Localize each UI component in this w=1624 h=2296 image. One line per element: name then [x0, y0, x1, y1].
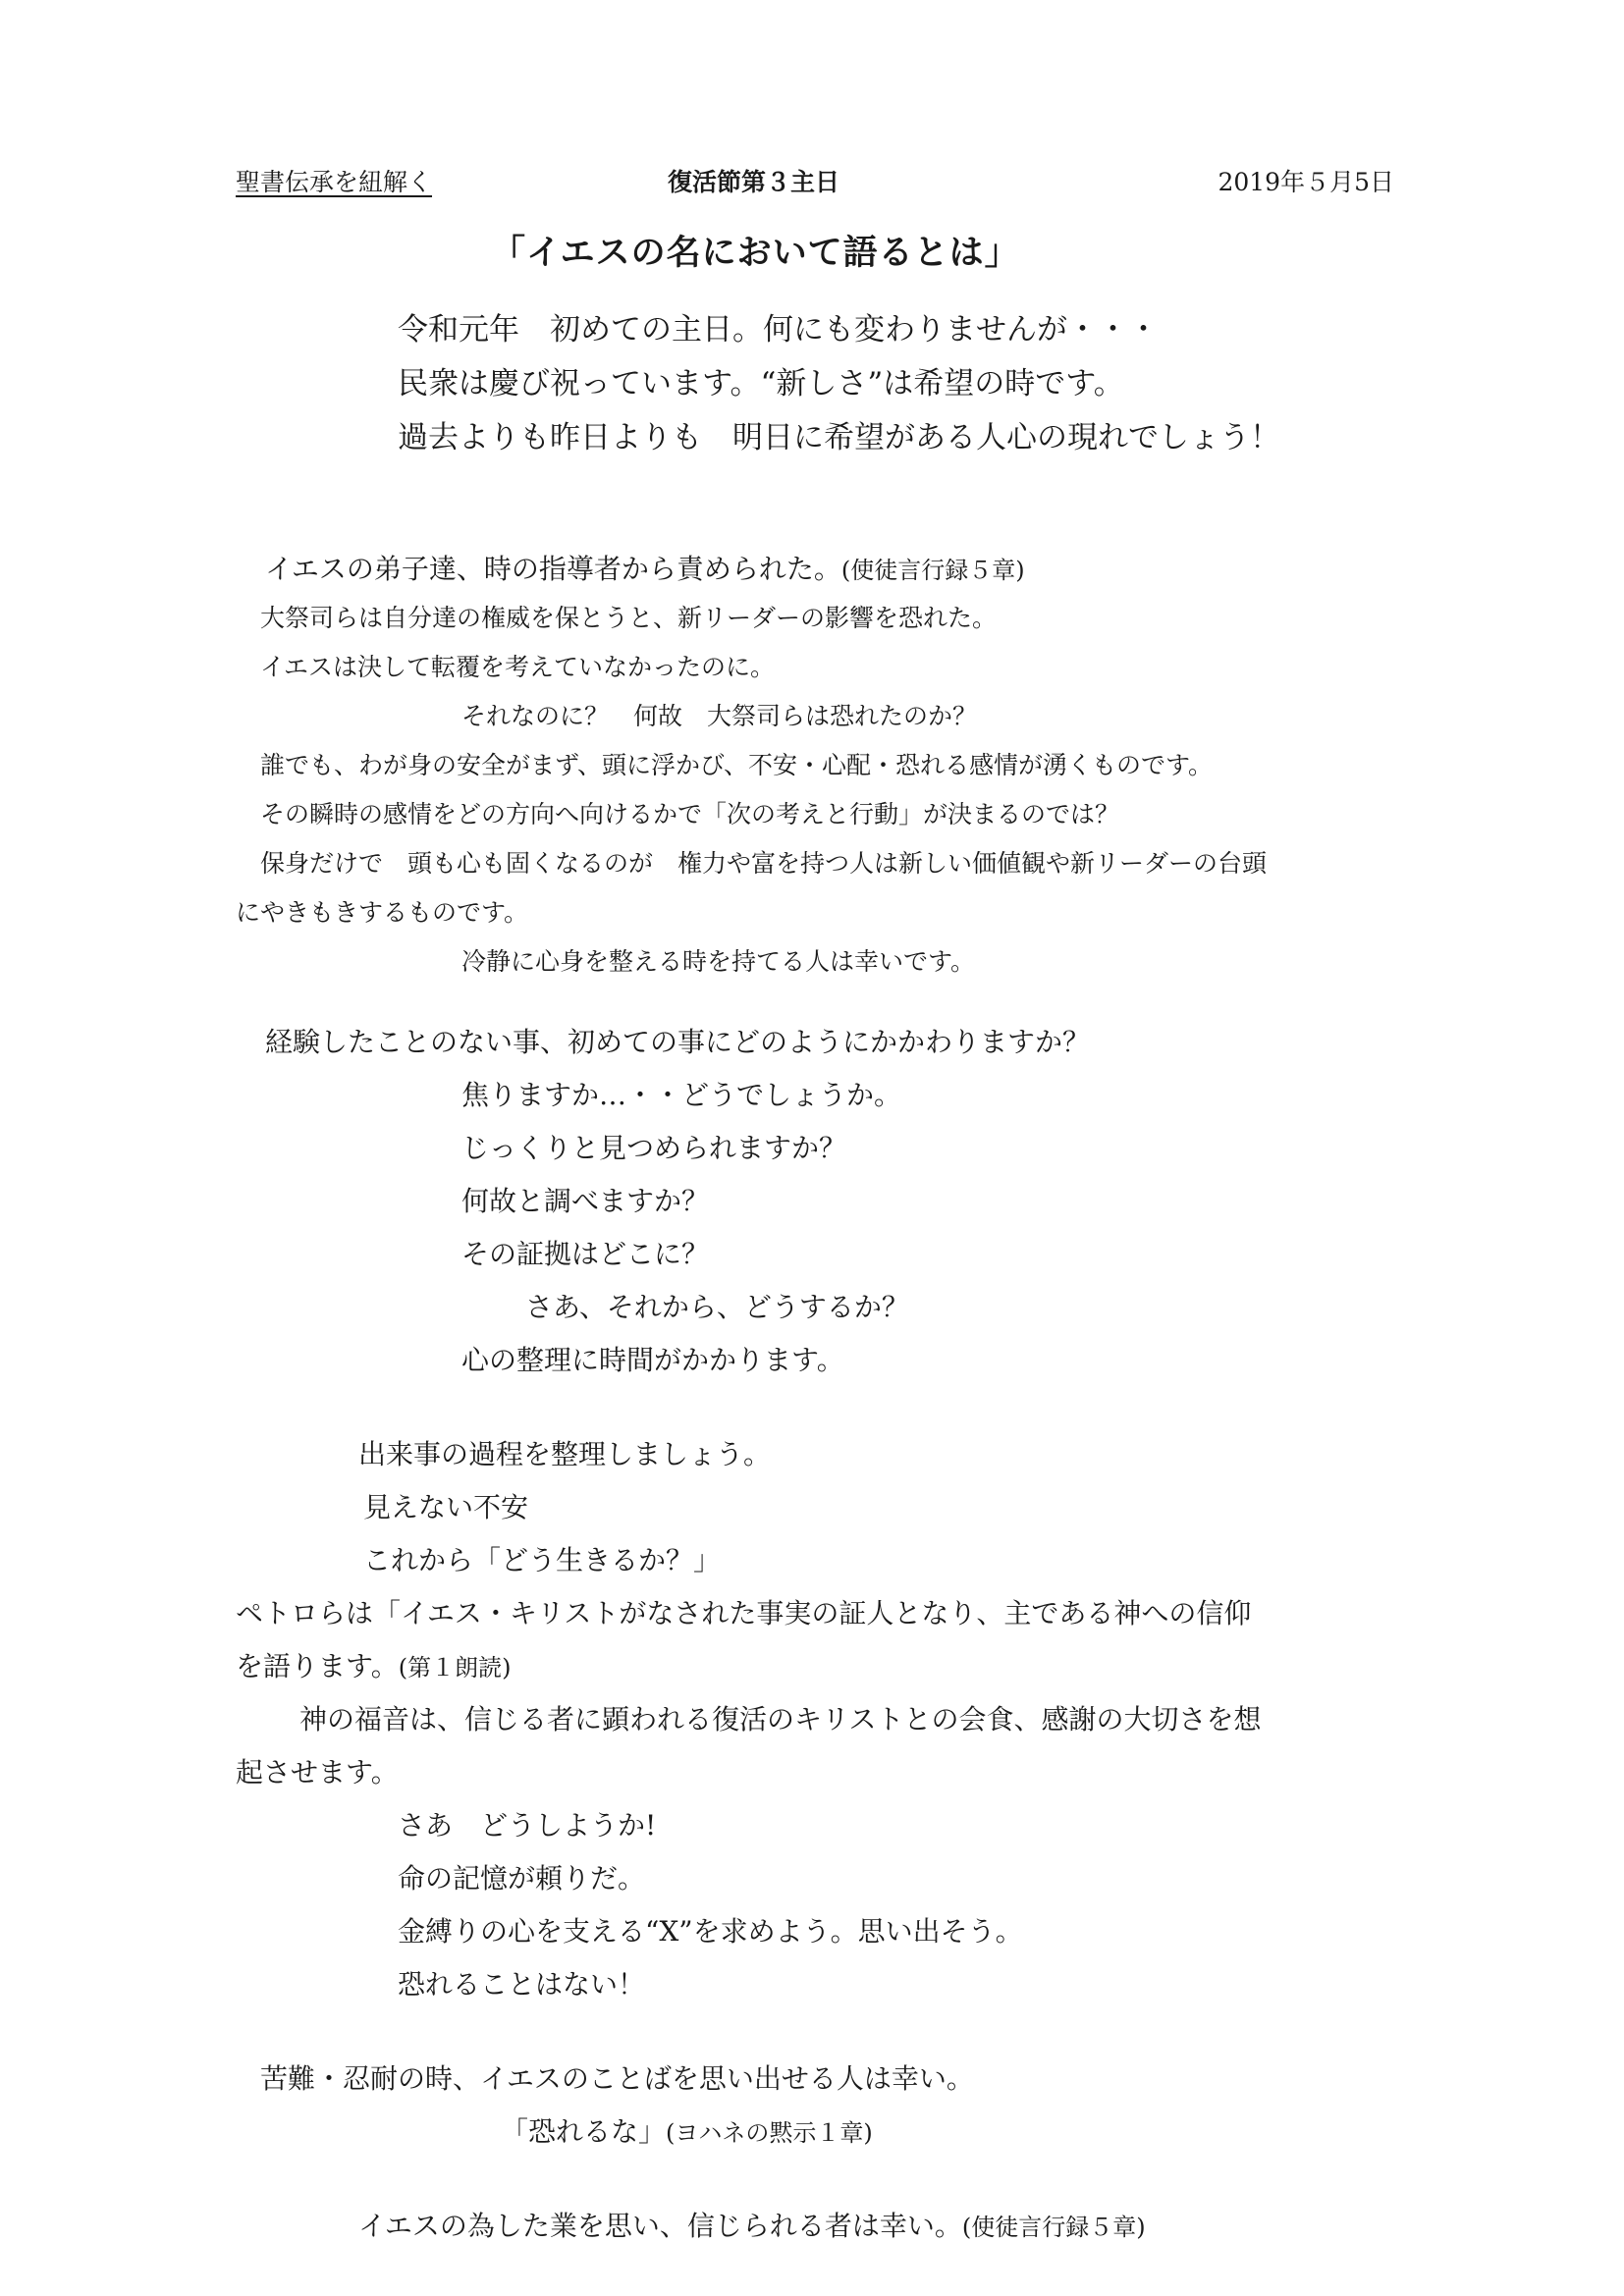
- section3-line-3: これから「どう生きるか？」: [363, 1544, 722, 1576]
- intro-line-3: 過去よりも昨日よりも 明日に希望がある人心の現れでしょう！: [398, 420, 1280, 455]
- page-header: [236, 163, 1394, 202]
- sermon-title: 「イエスの名において語るとは」: [491, 234, 1020, 273]
- section2-line-2: 焦りますか…・・どうでしょうか。: [461, 1079, 902, 1111]
- section3-line-8: さあ どうしようか!: [398, 1809, 657, 1842]
- section3-line-11: 恐れることはない！: [398, 1968, 646, 2001]
- section1-line-7: にやきもきするものです。: [236, 898, 529, 927]
- section3-line-1: 出来事の過程を整理しましょう。: [358, 1438, 772, 1470]
- intro-line-2: 民衆は慶び祝っています。“新しさ”は希望の時です。: [398, 366, 1124, 401]
- section1-line-8: 冷静に心身を整える時を持てる人は幸いです。: [461, 947, 976, 976]
- section1-lead-text: イエスの弟子達、時の指導者から責められた。: [265, 553, 841, 585]
- section2-line-1: 経験したことのない事、初めての事にどのようにかかわりますか？: [265, 1026, 1091, 1058]
- section3-line-4: ペトロらは「イエス・キリストがなされた事実の証人となり、主である神への信仰: [236, 1597, 1252, 1629]
- occasion-title: 復活節第３主日: [668, 168, 840, 196]
- section3-line-9: 命の記憶が頼りだ。: [398, 1862, 646, 1895]
- section4-line-3-text: イエスの為した業を思い、信じられる者は幸い。: [358, 2210, 962, 2242]
- section3-line-5: [236, 1645, 512, 1684]
- section4-quote: [501, 2110, 873, 2150]
- section3-line-6: 神の福音は、信じる者に顕われる復活のキリストとの会食、感謝の大切さを想: [299, 1703, 1262, 1735]
- section4-quote-text: 「恐れるな」: [501, 2115, 667, 2148]
- section1-line-1: 大祭司らは自分達の権威を保とうと、新リーダーの影響を恐れた。: [260, 604, 998, 632]
- section1-lead: [265, 548, 1025, 587]
- section1-line-2: イエスは決して転覆を考えていなかったのに。: [260, 653, 776, 681]
- section2-line-6: さあ、それから、どうするか？: [525, 1291, 909, 1323]
- section4-line-3-ref: (使徒言行録５章): [961, 2214, 1146, 2241]
- date-label: 2019年５月5日: [1218, 168, 1394, 196]
- section3-line-2: 見えない不安: [363, 1491, 529, 1523]
- section2-line-4: 何故と調べますか？: [461, 1185, 710, 1217]
- first-reading-ref: (第１朗読): [398, 1654, 512, 1682]
- section1-line-5: その瞬時の感情をどの方向へ向けるかで「次の考えと行動」が決まるのでは？: [260, 800, 1120, 828]
- series-title: 聖書伝承を紐解く: [236, 168, 433, 196]
- section4-quote-ref: (ヨハネの黙示１章): [666, 2119, 873, 2147]
- section2-line-5: その証拠はどこに？: [461, 1238, 710, 1270]
- section1-line-3: それなのに？ 何故 大祭司らは恐れたのか？: [461, 702, 978, 730]
- section1-line-4: 誰でも、わが身の安全がまず、頭に浮かび、不安・心配・恐れる感情が湧くものです。: [260, 751, 1214, 779]
- section1-line-6: 保身だけで 頭も心も固くなるのが 権力や富を持つ人は新しい価値観や新リーダーの台頭: [260, 849, 1268, 878]
- section3-line-10: 金縛りの心を支える“X”を求めよう。思い出そう。: [398, 1915, 1023, 1948]
- section1-lead-ref: (使徒言行録５章): [840, 557, 1025, 584]
- section3-line-7: 起させます。: [236, 1756, 399, 1789]
- section4-line-1: 苦難・忍耐の時、イエスのことばを思い出せる人は幸い。: [260, 2062, 974, 2095]
- section3-line-5-text: を語ります。: [236, 1650, 399, 1682]
- section2-line-3: じっくりと見つめられますか？: [461, 1132, 847, 1164]
- section2-line-7: 心の整理に時間がかかります。: [461, 1344, 844, 1376]
- intro-line-1: 令和元年 初めての主日。何にも変わりませんが・・・: [398, 312, 1159, 347]
- section4-line-3: [358, 2205, 1146, 2244]
